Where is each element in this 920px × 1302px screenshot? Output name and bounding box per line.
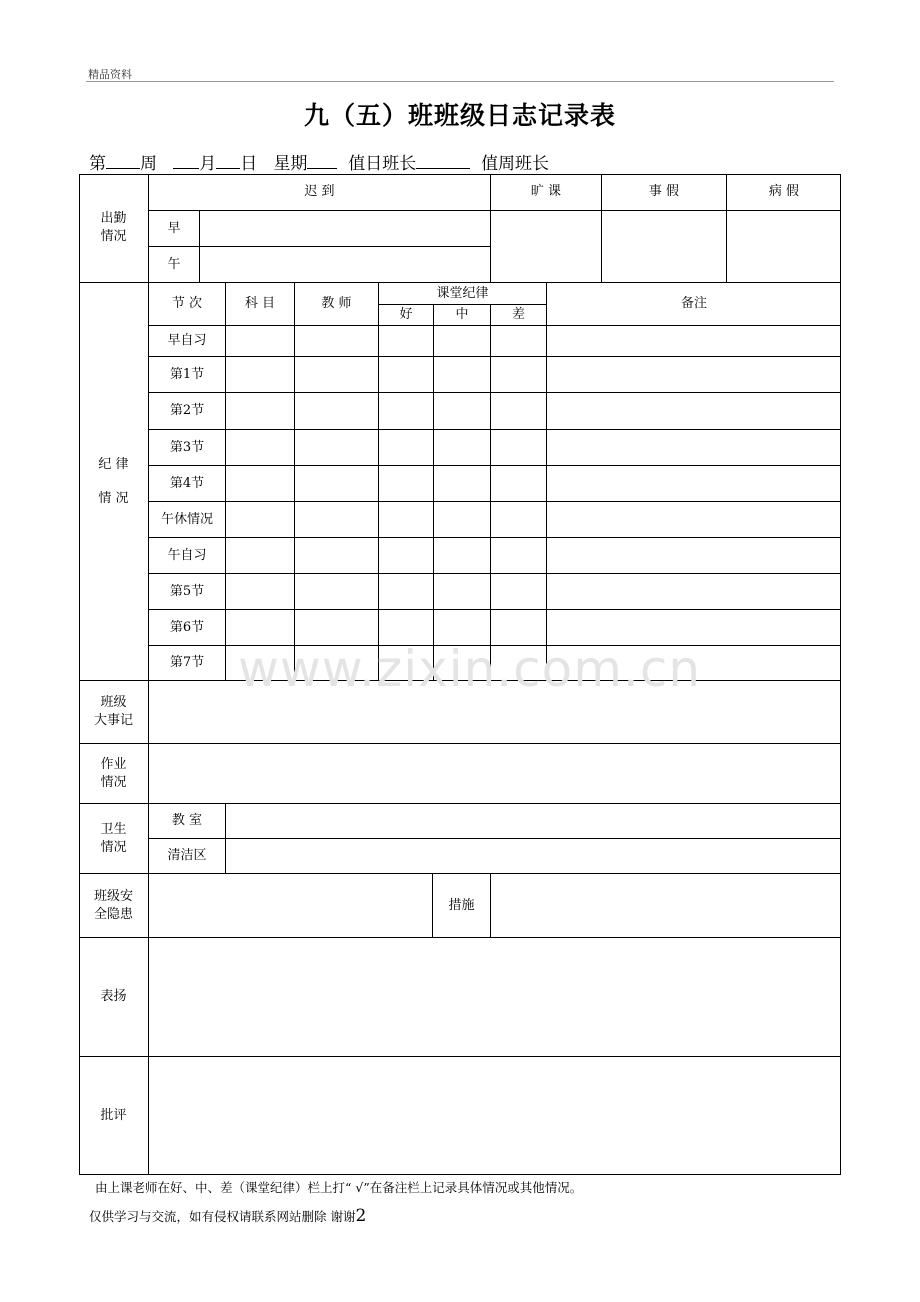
noon-label: 午: [167, 256, 181, 272]
period-row-label: 第4节: [169, 475, 205, 491]
cleaning-area-label: 清洁区: [167, 848, 207, 863]
footer-text: 仅供学习与交流，如有侵权请联系网站删除 谢谢: [89, 1209, 356, 1224]
info-day: 日: [240, 154, 258, 174]
praise-label: 表扬: [100, 989, 127, 1004]
col-poor-header: 差: [511, 307, 525, 322]
week-field[interactable]: [106, 152, 140, 169]
info-line: [89, 149, 549, 174]
safety-label: 班级安 全隐患: [93, 888, 133, 922]
late-header: 迟 到: [304, 184, 335, 199]
info-duty-monitor: 值日班长: [348, 154, 417, 174]
period-row-label: 第6节: [169, 619, 205, 635]
col-remarks-header: 备注: [680, 296, 707, 311]
hygiene-label: 卫生 情况: [100, 821, 127, 855]
footnote: 由上课老师在好、中、差（课堂纪律）栏上打“ √”在备注栏上记录具体情况或其他情况。: [95, 1180, 583, 1195]
header-text: 精品资料: [88, 68, 132, 81]
period-row-label: 第2节: [169, 403, 205, 418]
info-month: 月: [199, 154, 217, 174]
header-divider: [86, 81, 834, 82]
personal-leave-header: 事 假: [648, 184, 680, 199]
col-good-header: 好: [399, 307, 413, 322]
col-medium-header: 中: [455, 307, 469, 322]
col-period-header: 节 次: [171, 296, 203, 311]
measures-label: 措施: [448, 897, 475, 913]
period-row-label: 早自习: [167, 333, 207, 348]
month-field[interactable]: [173, 152, 199, 169]
info-week-suffix: 周: [140, 154, 157, 174]
weekday-field[interactable]: [307, 152, 337, 169]
info-week-monitor: 值周班长: [481, 154, 550, 174]
period-row-label: 第7节: [169, 655, 205, 670]
attendance-label: 出勤 情况: [100, 211, 127, 244]
events-label: 班级 大事记: [93, 695, 133, 728]
day-field[interactable]: [216, 152, 240, 169]
page-title: 九（五）班班级日志记录表: [303, 101, 616, 130]
col-teacher-header: 教 师: [321, 296, 352, 311]
info-weekday: 星期: [273, 154, 308, 174]
period-row-label: 第3节: [169, 439, 205, 455]
classroom-label: 教 室: [171, 813, 203, 828]
period-row-label: 午休情况: [160, 511, 213, 527]
sick-leave-header: 病 假: [768, 184, 800, 199]
col-class-discipline-header: 课堂纪律: [436, 285, 489, 301]
period-row-label: 午自习: [167, 547, 207, 563]
morning-label: 早: [167, 220, 181, 236]
footer: [89, 1206, 366, 1226]
page-number: 2: [355, 1206, 367, 1226]
info-week-prefix: 第: [89, 154, 106, 174]
watermark: www.zixin.com.cn: [238, 640, 702, 698]
period-row-label: 第1节: [169, 366, 205, 382]
criticism-label: 批评: [100, 1107, 127, 1123]
duty-monitor-field[interactable]: [416, 152, 470, 169]
period-row-label: 第5节: [169, 583, 205, 599]
homework-label: 作业 情况: [100, 756, 127, 790]
absent-header: 旷 课: [530, 184, 562, 199]
discipline-label: 纪 律 情 况: [98, 456, 129, 506]
col-subject-header: 科 目: [244, 296, 276, 311]
